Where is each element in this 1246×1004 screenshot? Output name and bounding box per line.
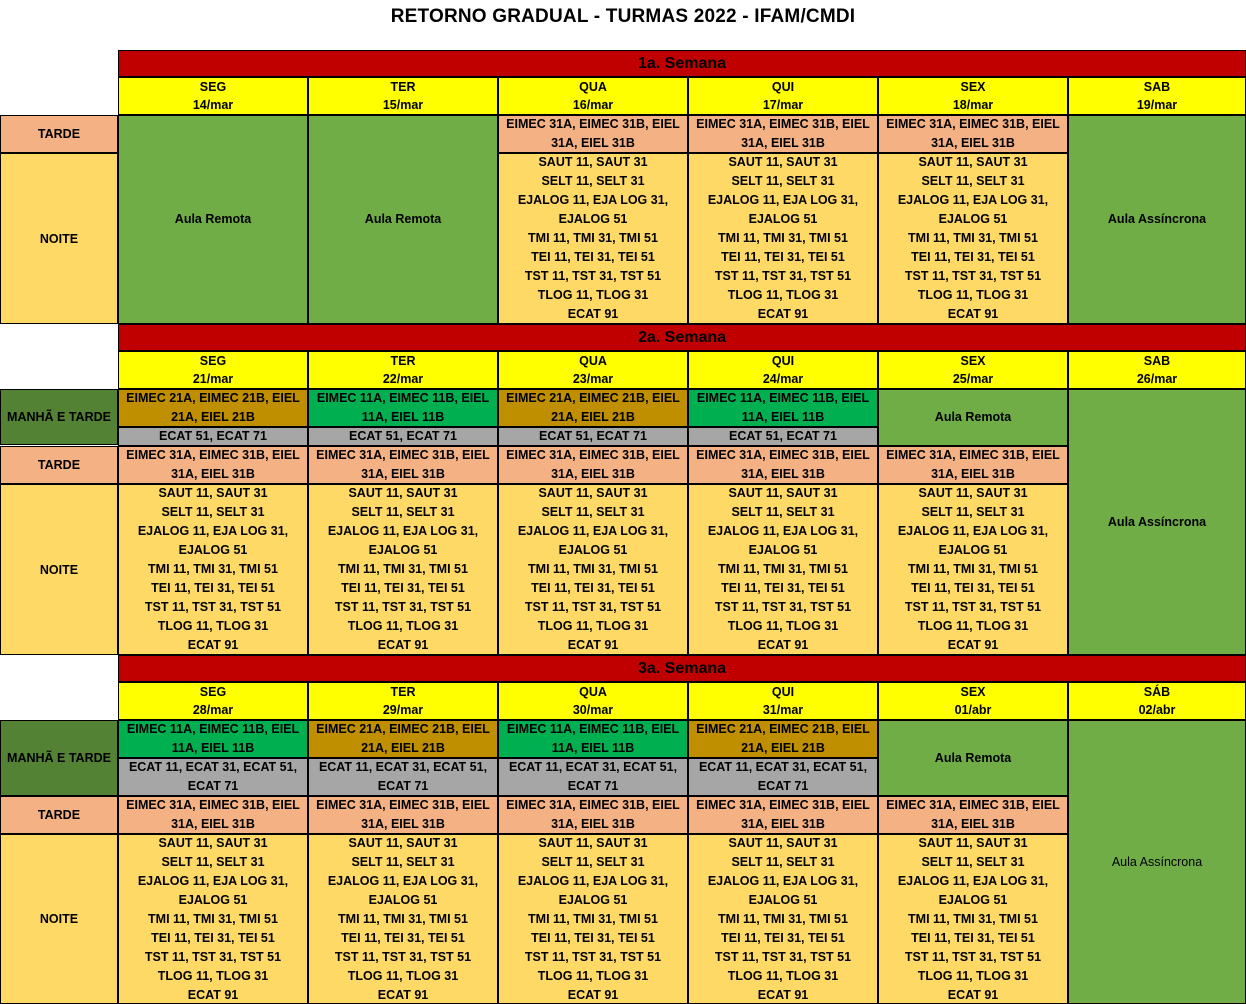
noite-line: TST 11, TST 31, TST 51	[144, 600, 282, 614]
noite-line: TST 11, TST 31, TST 51	[904, 949, 1042, 964]
day-header	[118, 77, 308, 115]
manha-tarde-groups-cell-text: EIMEC 21A, EIMEC 21B, EIEL 21A, EIEL 21B	[506, 391, 680, 424]
day-of-week: QUA	[579, 685, 607, 699]
remote-text: Aula Remota	[174, 212, 252, 226]
tarde-groups-cell	[688, 796, 878, 834]
label-tarde	[0, 115, 118, 153]
day-header	[878, 351, 1068, 389]
day-date: 17/mar	[762, 98, 804, 112]
label-noite-text: NOITE	[39, 231, 79, 246]
label-manha-tarde-text: MANHÃ E TARDE	[7, 751, 111, 765]
day-header	[498, 351, 688, 389]
noite-line: ECAT 91	[377, 987, 429, 1002]
ecat-groups-cell	[118, 758, 308, 796]
noite-groups-cell	[118, 834, 308, 1004]
tarde-groups-cell	[688, 446, 878, 484]
tarde-groups-cell	[118, 446, 308, 484]
noite-line: ECAT 91	[947, 638, 999, 652]
tarde-groups-cell-text: EIMEC 31A, EIMEC 31B, EIEL 31A, EIEL 31B	[506, 117, 680, 150]
ecat-groups-cell-text: ECAT 11, ECAT 31, ECAT 51, ECAT 71	[508, 760, 678, 793]
noite-line: TMI 11, TMI 31, TMI 51	[528, 231, 658, 245]
noite-line: TLOG 11, TLOG 31	[347, 619, 459, 633]
manha-tarde-groups-cell-text: EIMEC 11A, EIMEC 11B, EIEL 11A, EIEL 11B	[126, 722, 300, 755]
manha-tarde-groups-cell	[118, 720, 308, 758]
tarde-groups-cell-text: EIMEC 31A, EIMEC 31B, EIEL 31A, EIEL 31B	[126, 798, 300, 831]
day-date: 29/mar	[382, 703, 424, 717]
noite-line: TEI 11, TEI 31, TEI 51	[531, 250, 655, 264]
noite-line: SELT 11, SELT 31	[921, 505, 1025, 519]
manha-tarde-groups-cell-text: EIMEC 21A, EIMEC 21B, EIEL 21A, EIEL 21B	[126, 391, 300, 424]
tarde-groups-cell-text: EIMEC 31A, EIMEC 31B, EIEL 31A, EIEL 31B	[886, 117, 1060, 150]
label-manha-tarde-text: MANHÃ E TARDE	[7, 410, 111, 424]
noite-line: SAUT 11, SAUT 31	[348, 486, 458, 500]
tarde-groups-cell	[308, 796, 498, 834]
noite-groups-cell	[308, 484, 498, 655]
tarde-groups-cell	[688, 115, 878, 153]
day-header	[1068, 682, 1246, 720]
noite-line: TLOG 11, TLOG 31	[917, 288, 1029, 302]
remote-class-cell	[878, 389, 1068, 446]
noite-line: SAUT 11, SAUT 31	[538, 486, 648, 500]
manha-tarde-groups-cell	[308, 389, 498, 427]
noite-line: TST 11, TST 31, TST 51	[714, 949, 852, 964]
async-class-cell	[1068, 720, 1246, 1004]
day-header	[498, 682, 688, 720]
noite-line: ECAT 91	[567, 307, 619, 321]
noite-line: EJALOG 11, EJA LOG 31,	[517, 873, 669, 888]
day-of-week: SAB	[1143, 354, 1171, 368]
day-header	[118, 682, 308, 720]
noite-line: TEI 11, TEI 31, TEI 51	[911, 250, 1035, 264]
ecat-groups-cell-text: ECAT 51, ECAT 71	[349, 429, 457, 443]
noite-line: TST 11, TST 31, TST 51	[904, 600, 1042, 614]
async-class-cell	[1068, 115, 1246, 324]
manha-tarde-groups-cell-text: EIMEC 11A, EIMEC 11B, EIEL 11A, EIEL 11B	[696, 391, 870, 424]
noite-line: ECAT 91	[757, 638, 809, 652]
noite-groups-cell	[688, 834, 878, 1004]
async-text: Aula Assíncrona	[1107, 212, 1207, 226]
noite-groups-cell	[688, 484, 878, 655]
ecat-groups-cell-text: ECAT 11, ECAT 31, ECAT 51, ECAT 71	[698, 760, 868, 793]
manha-tarde-groups-cell	[308, 720, 498, 758]
async-class-cell	[1068, 389, 1246, 655]
label-tarde-text: TARDE	[37, 127, 81, 141]
noite-line: SELT 11, SELT 31	[541, 854, 645, 869]
ecat-groups-cell	[688, 758, 878, 796]
noite-line: SAUT 11, SAUT 31	[728, 835, 838, 850]
remote-text: Aula Remota	[364, 212, 442, 226]
noite-line: ECAT 91	[187, 987, 239, 1002]
label-noite	[0, 153, 118, 324]
day-header	[1068, 77, 1246, 115]
noite-line: SAUT 11, SAUT 31	[538, 155, 648, 169]
tarde-groups-cell-text: EIMEC 31A, EIMEC 31B, EIEL 31A, EIEL 31B	[506, 448, 680, 481]
manha-tarde-groups-cell	[498, 720, 688, 758]
noite-line: TEI 11, TEI 31, TEI 51	[911, 581, 1035, 595]
ecat-groups-cell-text: ECAT 51, ECAT 71	[159, 429, 267, 443]
noite-line: ECAT 91	[187, 638, 239, 652]
noite-line: TLOG 11, TLOG 31	[727, 619, 839, 633]
noite-line: TMI 11, TMI 31, TMI 51	[718, 231, 848, 245]
noite-line: SAUT 11, SAUT 31	[348, 835, 458, 850]
noite-line: EJALOG 51	[368, 892, 438, 907]
noite-line: TEI 11, TEI 31, TEI 51	[151, 581, 275, 595]
noite-line: EJALOG 11, EJA LOG 31,	[707, 873, 859, 888]
noite-line: TMI 11, TMI 31, TMI 51	[528, 911, 658, 926]
ecat-groups-cell-text: ECAT 51, ECAT 71	[729, 429, 837, 443]
day-header	[878, 682, 1068, 720]
noite-line: TLOG 11, TLOG 31	[917, 619, 1029, 633]
noite-line: TMI 11, TMI 31, TMI 51	[338, 911, 468, 926]
noite-groups-cell	[498, 834, 688, 1004]
noite-line: SELT 11, SELT 31	[921, 174, 1025, 188]
noite-line: EJALOG 11, EJA LOG 31,	[327, 873, 479, 888]
noite-line: SELT 11, SELT 31	[921, 854, 1025, 869]
ecat-groups-cell	[308, 758, 498, 796]
label-noite-text: NOITE	[39, 912, 79, 926]
tarde-groups-cell-text: EIMEC 31A, EIMEC 31B, EIEL 31A, EIEL 31B	[886, 448, 1060, 481]
noite-line: SELT 11, SELT 31	[541, 505, 645, 519]
week-2-header	[118, 324, 1246, 351]
noite-line: EJALOG 51	[178, 543, 248, 557]
noite-line: SELT 11, SELT 31	[351, 854, 455, 869]
noite-line: SELT 11, SELT 31	[351, 505, 455, 519]
manha-tarde-groups-cell-text: EIMEC 21A, EIMEC 21B, EIEL 21A, EIEL 21B	[316, 722, 490, 755]
label-noite	[0, 484, 118, 655]
day-of-week: QUA	[579, 354, 607, 368]
tarde-groups-cell-text: EIMEC 31A, EIMEC 31B, EIEL 31A, EIEL 31B	[506, 798, 680, 831]
day-header	[308, 77, 498, 115]
ecat-groups-cell	[498, 427, 688, 446]
noite-line: SELT 11, SELT 31	[731, 854, 835, 869]
noite-line: SAUT 11, SAUT 31	[158, 835, 268, 850]
week-3-header	[118, 655, 1246, 682]
day-header	[308, 351, 498, 389]
noite-groups-cell	[118, 484, 308, 655]
noite-line: TLOG 11, TLOG 31	[537, 619, 649, 633]
noite-groups-cell	[498, 153, 688, 324]
day-header	[688, 77, 878, 115]
label-tarde-text: TARDE	[37, 808, 81, 822]
noite-line: TMI 11, TMI 31, TMI 51	[718, 911, 848, 926]
label-noite	[0, 834, 118, 1004]
noite-line: TST 11, TST 31, TST 51	[524, 600, 662, 614]
day-of-week: SÁB	[1143, 685, 1171, 699]
noite-line: SELT 11, SELT 31	[731, 174, 835, 188]
noite-line: SAUT 11, SAUT 31	[728, 155, 838, 169]
noite-line: SELT 11, SELT 31	[161, 854, 265, 869]
noite-line: TMI 11, TMI 31, TMI 51	[908, 562, 1038, 576]
ecat-groups-cell	[118, 427, 308, 446]
tarde-groups-cell	[308, 446, 498, 484]
async-text: Aula Assíncrona	[1107, 514, 1207, 529]
noite-line: TLOG 11, TLOG 31	[537, 968, 649, 983]
noite-line: EJALOG 51	[558, 212, 628, 226]
noite-line: TMI 11, TMI 31, TMI 51	[148, 562, 278, 576]
day-date: 24/mar	[762, 372, 804, 386]
day-date: 14/mar	[192, 98, 234, 112]
ecat-groups-cell	[688, 427, 878, 446]
day-date: 16/mar	[572, 98, 614, 112]
async-text: Aula Assíncrona	[1111, 854, 1203, 869]
noite-line: TST 11, TST 31, TST 51	[524, 269, 662, 283]
noite-line: EJALOG 11, EJA LOG 31,	[137, 873, 289, 888]
day-header	[688, 351, 878, 389]
noite-line: EJALOG 11, EJA LOG 31,	[707, 524, 859, 538]
day-of-week: SEG	[199, 80, 227, 94]
noite-line: TST 11, TST 31, TST 51	[714, 269, 852, 283]
noite-line: SELT 11, SELT 31	[161, 505, 265, 519]
noite-groups-cell	[308, 834, 498, 1004]
day-of-week: TER	[390, 685, 416, 699]
noite-line: ECAT 91	[377, 638, 429, 652]
noite-groups-cell	[878, 153, 1068, 324]
day-header	[1068, 351, 1246, 389]
noite-line: TEI 11, TEI 31, TEI 51	[531, 930, 655, 945]
tarde-groups-cell	[498, 446, 688, 484]
ecat-groups-cell-text: ECAT 51, ECAT 71	[539, 429, 647, 443]
day-of-week: SEX	[960, 80, 986, 94]
noite-line: TMI 11, TMI 31, TMI 51	[908, 231, 1038, 245]
noite-line: EJALOG 11, EJA LOG 31,	[517, 524, 669, 538]
noite-line: TMI 11, TMI 31, TMI 51	[908, 911, 1038, 926]
label-tarde	[0, 446, 118, 484]
noite-line: EJALOG 51	[748, 892, 818, 907]
day-of-week: SEG	[199, 354, 227, 368]
label-noite-text: NOITE	[39, 562, 79, 577]
noite-line: SELT 11, SELT 31	[541, 174, 645, 188]
remote-class-cell	[308, 115, 498, 324]
week-title: 2a. Semana	[637, 328, 727, 346]
noite-line: TLOG 11, TLOG 31	[347, 968, 459, 983]
noite-line: TEI 11, TEI 31, TEI 51	[721, 250, 845, 264]
noite-line: ECAT 91	[567, 987, 619, 1002]
day-date: 26/mar	[1136, 372, 1178, 386]
day-of-week: QUI	[771, 685, 795, 699]
day-of-week: SEX	[960, 354, 986, 368]
label-manha-tarde	[0, 389, 118, 445]
day-date: 18/mar	[952, 98, 994, 112]
week-title: 3a. Semana	[637, 659, 727, 677]
noite-groups-cell	[688, 153, 878, 324]
day-date: 28/mar	[192, 703, 234, 717]
noite-line: TMI 11, TMI 31, TMI 51	[528, 562, 658, 576]
remote-class-cell	[878, 720, 1068, 796]
remote-class-cell	[118, 115, 308, 324]
noite-line: TMI 11, TMI 31, TMI 51	[338, 562, 468, 576]
day-of-week: QUI	[771, 80, 795, 94]
noite-line: EJALOG 51	[938, 543, 1008, 557]
tarde-groups-cell-text: EIMEC 31A, EIMEC 31B, EIEL 31A, EIEL 31B	[696, 798, 870, 831]
week-title: 1a. Semana	[637, 54, 727, 72]
day-of-week: SEX	[960, 685, 986, 699]
noite-line: EJALOG 11, EJA LOG 31,	[897, 873, 1049, 888]
day-of-week: QUA	[579, 80, 607, 94]
day-of-week: SEG	[199, 685, 227, 699]
noite-line: TLOG 11, TLOG 31	[917, 968, 1029, 983]
noite-line: EJALOG 51	[748, 543, 818, 557]
noite-line: SAUT 11, SAUT 31	[158, 486, 268, 500]
noite-line: EJALOG 51	[938, 892, 1008, 907]
manha-tarde-groups-cell	[118, 389, 308, 427]
ecat-groups-cell-text: ECAT 11, ECAT 31, ECAT 51, ECAT 71	[318, 760, 488, 793]
manha-tarde-groups-cell-text: EIMEC 11A, EIMEC 11B, EIEL 11A, EIEL 11B	[506, 722, 680, 755]
noite-line: TLOG 11, TLOG 31	[157, 619, 269, 633]
manha-tarde-groups-cell	[688, 720, 878, 758]
noite-line: ECAT 91	[757, 307, 809, 321]
noite-line: TST 11, TST 31, TST 51	[904, 269, 1042, 283]
tarde-groups-cell	[878, 796, 1068, 834]
noite-line: ECAT 91	[947, 987, 999, 1002]
noite-line: TEI 11, TEI 31, TEI 51	[341, 930, 465, 945]
day-header	[118, 351, 308, 389]
manha-tarde-groups-cell-text: EIMEC 21A, EIMEC 21B, EIEL 21A, EIEL 21B	[696, 722, 870, 755]
noite-line: EJALOG 11, EJA LOG 31,	[897, 193, 1049, 207]
day-date: 30/mar	[572, 703, 614, 717]
tarde-groups-cell	[498, 115, 688, 153]
tarde-groups-cell-text: EIMEC 31A, EIMEC 31B, EIEL 31A, EIEL 31B	[886, 798, 1060, 831]
tarde-groups-cell	[118, 796, 308, 834]
day-date: 02/abr	[1138, 703, 1176, 717]
label-tarde	[0, 796, 118, 834]
manha-tarde-groups-cell	[688, 389, 878, 427]
day-header	[688, 682, 878, 720]
noite-line: TST 11, TST 31, TST 51	[524, 949, 662, 964]
day-date: 01/abr	[954, 703, 992, 717]
noite-groups-cell	[498, 484, 688, 655]
manha-tarde-groups-cell-text: EIMEC 11A, EIMEC 11B, EIEL 11A, EIEL 11B	[316, 391, 490, 424]
noite-line: EJALOG 51	[748, 212, 818, 226]
noite-line: ECAT 91	[567, 638, 619, 652]
day-date: 19/mar	[1136, 98, 1178, 112]
noite-line: TLOG 11, TLOG 31	[157, 968, 269, 983]
noite-groups-cell	[878, 834, 1068, 1004]
label-tarde-text: TARDE	[37, 458, 81, 472]
remote-text: Aula Remota	[934, 410, 1012, 424]
day-date: 25/mar	[952, 372, 994, 386]
noite-line: TLOG 11, TLOG 31	[727, 288, 839, 302]
manha-tarde-groups-cell	[498, 389, 688, 427]
day-of-week: TER	[390, 80, 416, 94]
noite-line: EJALOG 11, EJA LOG 31,	[897, 524, 1049, 538]
day-of-week: SAB	[1143, 80, 1171, 94]
noite-line: SAUT 11, SAUT 31	[918, 835, 1028, 850]
noite-line: TEI 11, TEI 31, TEI 51	[721, 581, 845, 595]
noite-line: TLOG 11, TLOG 31	[727, 968, 839, 983]
tarde-groups-cell-text: EIMEC 31A, EIMEC 31B, EIEL 31A, EIEL 31B	[696, 117, 870, 150]
noite-line: TEI 11, TEI 31, TEI 51	[341, 581, 465, 595]
noite-line: TMI 11, TMI 31, TMI 51	[148, 911, 278, 926]
noite-line: EJALOG 51	[558, 543, 628, 557]
day-date: 21/mar	[192, 372, 234, 386]
tarde-groups-cell	[878, 446, 1068, 484]
tarde-groups-cell	[498, 796, 688, 834]
week-1-header	[118, 50, 1246, 77]
noite-line: SAUT 11, SAUT 31	[538, 835, 648, 850]
tarde-groups-cell-text: EIMEC 31A, EIMEC 31B, EIEL 31A, EIEL 31B	[696, 448, 870, 481]
noite-line: TMI 11, TMI 31, TMI 51	[718, 562, 848, 576]
day-date: 23/mar	[572, 372, 614, 386]
day-date: 22/mar	[382, 372, 424, 386]
remote-text: Aula Remota	[934, 750, 1012, 765]
noite-line: TST 11, TST 31, TST 51	[334, 949, 472, 964]
noite-line: EJALOG 51	[178, 892, 248, 907]
ecat-groups-cell	[308, 427, 498, 446]
noite-line: TEI 11, TEI 31, TEI 51	[531, 581, 655, 595]
day-of-week: QUI	[771, 354, 795, 368]
noite-line: EJALOG 11, EJA LOG 31,	[707, 193, 859, 207]
noite-line: TEI 11, TEI 31, TEI 51	[911, 930, 1035, 945]
tarde-groups-cell-text: EIMEC 31A, EIMEC 31B, EIEL 31A, EIEL 31B	[316, 798, 490, 831]
noite-line: TEI 11, TEI 31, TEI 51	[721, 930, 845, 945]
day-date: 31/mar	[762, 703, 804, 717]
label-manha-tarde	[0, 720, 118, 796]
day-of-week: TER	[390, 354, 416, 368]
noite-line: EJALOG 11, EJA LOG 31,	[327, 524, 479, 538]
noite-line: ECAT 91	[757, 987, 809, 1002]
noite-line: ECAT 91	[947, 307, 999, 321]
day-header	[308, 682, 498, 720]
noite-line: SAUT 11, SAUT 31	[728, 486, 838, 500]
noite-line: EJALOG 51	[938, 212, 1008, 226]
noite-line: EJALOG 11, EJA LOG 31,	[137, 524, 289, 538]
noite-line: EJALOG 11, EJA LOG 31,	[517, 193, 669, 207]
noite-line: EJALOG 51	[368, 543, 438, 557]
noite-line: TEI 11, TEI 31, TEI 51	[151, 930, 275, 945]
noite-line: SAUT 11, SAUT 31	[918, 155, 1028, 169]
tarde-groups-cell-text: EIMEC 31A, EIMEC 31B, EIEL 31A, EIEL 31B	[126, 448, 300, 481]
day-header	[878, 77, 1068, 115]
ecat-groups-cell-text: ECAT 11, ECAT 31, ECAT 51, ECAT 71	[128, 760, 298, 793]
noite-line: TST 11, TST 31, TST 51	[144, 949, 282, 964]
noite-groups-cell	[878, 484, 1068, 655]
noite-line: TST 11, TST 31, TST 51	[334, 600, 472, 614]
ecat-groups-cell	[498, 758, 688, 796]
noite-line: EJALOG 51	[558, 892, 628, 907]
noite-line: TLOG 11, TLOG 31	[537, 288, 649, 302]
noite-line: SAUT 11, SAUT 31	[918, 486, 1028, 500]
noite-line: TST 11, TST 31, TST 51	[714, 600, 852, 614]
tarde-groups-cell	[878, 115, 1068, 153]
tarde-groups-cell-text: EIMEC 31A, EIMEC 31B, EIEL 31A, EIEL 31B	[316, 448, 490, 481]
noite-line: SELT 11, SELT 31	[731, 505, 835, 519]
day-date: 15/mar	[382, 98, 424, 112]
page-title: RETORNO GRADUAL - TURMAS 2022 - IFAM/CMDI	[390, 6, 856, 27]
day-header	[498, 77, 688, 115]
